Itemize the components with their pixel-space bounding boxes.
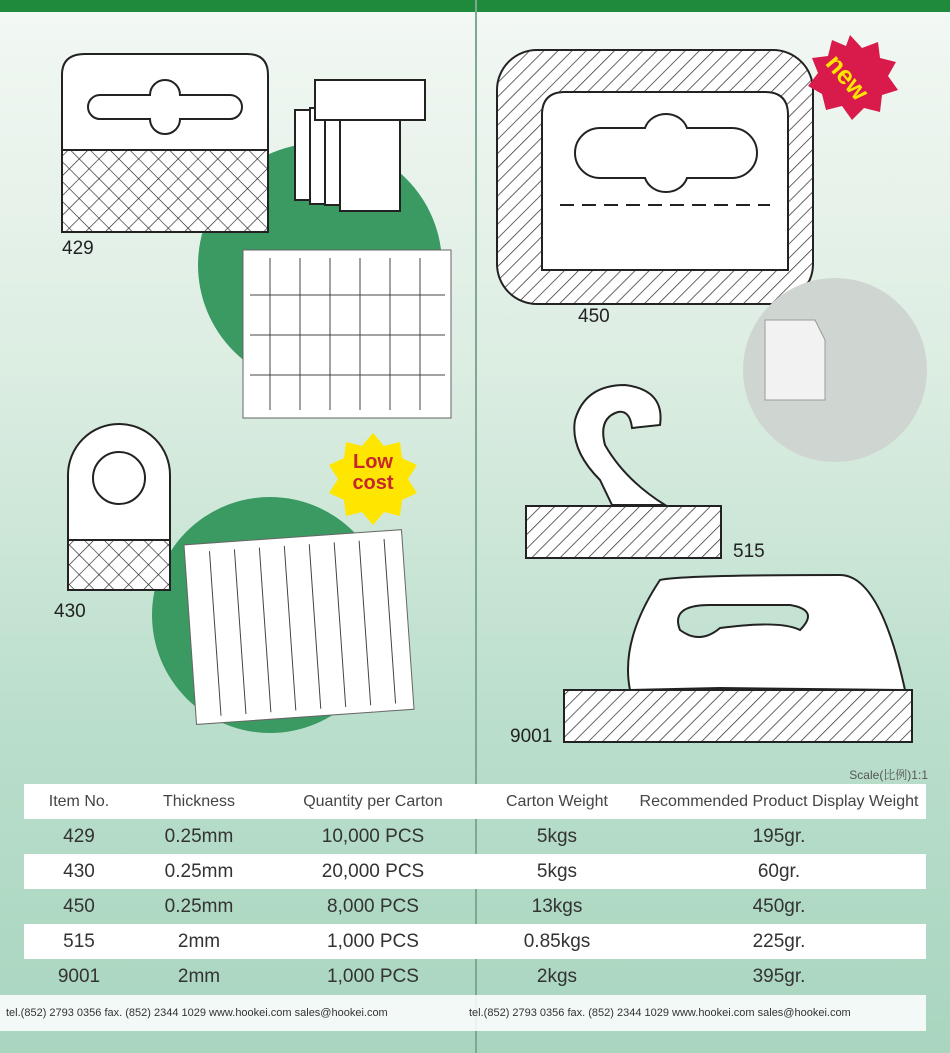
cell: 2kgs <box>536 965 578 987</box>
cell: 195gr. <box>752 825 806 847</box>
table-header <box>24 784 926 819</box>
cell: 5kgs <box>536 825 578 847</box>
sheet-429 <box>243 250 451 418</box>
cell: 5kgs <box>536 860 578 882</box>
header-thickness: Thickness <box>162 792 236 810</box>
hook-450-drawing <box>497 50 813 304</box>
contact-footer <box>0 995 926 1031</box>
cell: 0.85kgs <box>523 930 591 952</box>
hook-429-drawing <box>62 54 268 232</box>
table-row <box>24 959 926 994</box>
sheet-430 <box>184 530 414 725</box>
low-cost-line2: cost <box>352 472 394 494</box>
cell: 60gr. <box>757 860 801 882</box>
cell: 8,000 PCS <box>327 895 419 917</box>
low-cost-badge <box>343 452 403 494</box>
hook-515-drawing <box>526 385 721 558</box>
cell: 2mm <box>177 930 221 952</box>
label-9001: 9001 <box>510 726 553 747</box>
cell: 429 <box>63 825 95 847</box>
header-item-no: Item No. <box>48 792 110 810</box>
cell: 450gr. <box>752 895 806 917</box>
hook-9001-drawing <box>564 575 912 742</box>
label-430: 430 <box>54 601 86 622</box>
label-429: 429 <box>62 238 94 259</box>
new-badge: new <box>819 48 876 107</box>
header-quantity: Quantity per Carton <box>303 792 443 810</box>
cell: 10,000 PCS <box>321 825 425 847</box>
cell: 20,000 PCS <box>321 860 425 882</box>
cell: 1,000 PCS <box>327 965 419 987</box>
scale-note: Scale(比例)1:1 <box>849 768 928 782</box>
table-row <box>24 854 926 889</box>
cell: 0.25mm <box>164 825 234 847</box>
contact-left: tel.(852) 2793 0356 fax. (852) 2344 1029 www.hookei.com sales@hookei.com <box>6 1007 388 1019</box>
cell: 2mm <box>177 965 221 987</box>
contact-right: tel.(852) 2793 0356 fax. (852) 2344 1029 www.hookei.com sales@hookei.com <box>469 1007 851 1019</box>
cell: 450 <box>63 895 95 917</box>
table-row <box>24 819 926 854</box>
cell: 395gr. <box>752 965 806 987</box>
spec-table <box>24 784 926 994</box>
cell: 9001 <box>57 965 101 987</box>
hook-430-drawing <box>68 424 170 590</box>
header-carton-weight: Carton Weight <box>506 792 608 810</box>
table-row <box>24 924 926 959</box>
low-cost-line1: Low <box>353 451 393 473</box>
cell: 225gr. <box>752 930 806 952</box>
cell: 0.25mm <box>164 895 234 917</box>
label-450: 450 <box>578 306 610 327</box>
cell: 515 <box>63 930 95 952</box>
cell: 430 <box>63 860 95 882</box>
label-515: 515 <box>733 541 765 562</box>
header-display-weight: Recommended Product Display Weight <box>639 792 919 810</box>
table-row <box>24 889 926 924</box>
cell: 0.25mm <box>164 860 234 882</box>
cell: 13kgs <box>531 895 583 917</box>
cell: 1,000 PCS <box>327 930 419 952</box>
